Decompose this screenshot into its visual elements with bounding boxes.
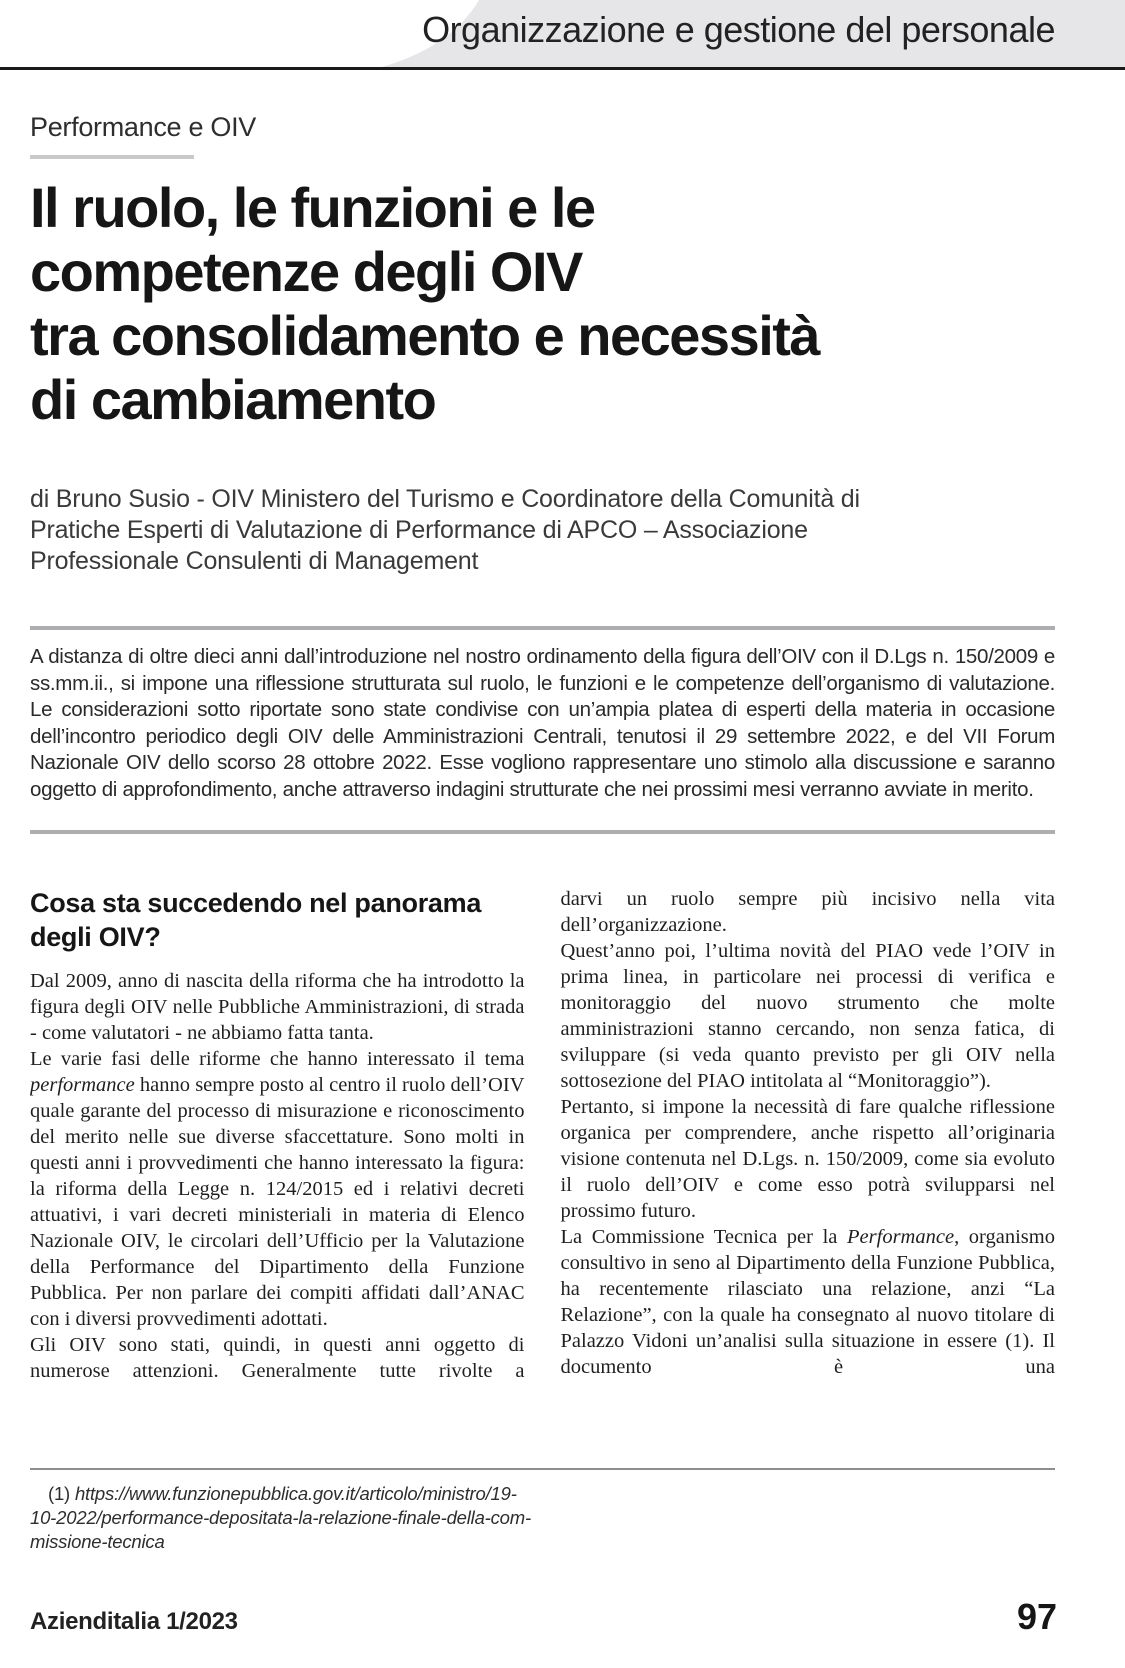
right-column <box>561 886 1056 1464</box>
header-rule <box>0 67 1125 70</box>
article-byline <box>30 484 1055 577</box>
footnote-marker: (1) <box>48 1483 75 1504</box>
footnote <box>30 1482 570 1554</box>
right-column-paragraphs <box>561 886 1056 1380</box>
left-column-paragraphs <box>30 968 525 1384</box>
article-title-line: tra consolidamento e necessità <box>30 304 820 367</box>
article-kicker: Performance e OIV <box>30 112 256 142</box>
article-title <box>30 176 1055 432</box>
article-title-line: competenze degli OIV <box>30 240 582 303</box>
body-paragraph: Pertanto, si impone la necessità di fare qualche riflessione organica per comprendere, anche rispetto all’originaria visione contenuta nel D.Lgs. n. 150/2009, come sia evoluto il ruolo dell’OIV e come esso potrà svilupparsi nel prossimo futuro. <box>560 1096 1055 1222</box>
article-title-line: di cambiamento <box>30 368 436 431</box>
body-paragraph: Dal 2009, anno di nascita della riforma che ha introdotto la figura degli OIV nelle Pubbliche Amministrazioni, di strada - come valutatori - ne abbiamo fatta tanta. <box>30 970 525 1044</box>
body-paragraph: Gli OIV sono stati, quindi, in questi anni oggetto di numerose attenzioni. Generalmente tutte rivolte a <box>30 1334 525 1382</box>
abstract-rule-bottom <box>30 830 1055 834</box>
body-paragraph: Quest’anno poi, l’ultima novità del PIAO vede l’OIV in prima linea, in particolare nei processi di verifica e monitoraggio del nuovo strumento che molte amministrazioni stanno cercando, non senza fatica, di sviluppare (si veda quanto previsto per gli OIV nella sottosezione del PIAO intitolata al “Monitoraggio”). <box>560 940 1055 1092</box>
footnote-block <box>30 1468 1055 1554</box>
footnote-url-line: missione-tecnica <box>30 1531 165 1552</box>
article-abstract: A distanza di oltre dieci anni dall’introduzione nel nostro ordinamento della figura dell’OIV con il D.Lgs n. 150/2009 e ss.mm.ii., si impone una riflessione strutturata sul ruolo, le funzioni e le competenze dell’organismo di valutazione. Le considerazioni sotto riportate sono state condivise con un’ampia platea di esperti della materia in occasione dell’incontro periodico degli OIV delle Amministrazioni Centrali, tenutosi il 29 settembre 2022, e del VII Forum Nazionale OIV dello scorso 28 ottobre 2022. Esse vogliono rappresentare uno stimolo alla discussione e saranno oggetto di approfondimento, anche attraverso indagini strutturate che nei prossimi mesi verranno avviate in merito. <box>30 645 1055 801</box>
kicker-underline <box>30 155 194 159</box>
page-number: 97 <box>1016 1596 1057 1637</box>
article-body <box>30 886 1055 1464</box>
section-category-title: Organizzazione e gestione del personale <box>422 9 1055 50</box>
footnote-url-line: https://www.funzionepubblica.gov.it/articolo/ministro/19- <box>74 1483 517 1504</box>
journal-issue: Azienditalia 1/2023 <box>30 1608 238 1635</box>
body-paragraph: Le varie fasi delle riforme che hanno interessato il tema performance hanno sempre posto al centro il ruolo dell’OIV quale garante del processo di misurazione e riconoscimento del merito nelle sue diverse sfaccettature. Sono molti in questi anni i provvedimenti che hanno interessato la figura: la riforma della Legge n. 124/2015 ed i relativi decreti attuativi, i vari decreti ministeriali in materia di Elenco Nazionale OIV, le circolari dell’Ufficio per la Valutazione della Performance del Dipartimento della Funzione Pubblica. Per non parlare dei compiti affidati dall’ANAC con i diversi provvedimenti adottati. <box>30 1048 525 1330</box>
footnote-url-line: 10-2022/performance-depositata-la-relazione-finale-della-com- <box>30 1507 531 1528</box>
body-paragraph: La Commissione Tecnica per la Performance, organismo consultivo in seno al Dipartimento della Funzione Pubblica, ha recentemente rilasciato una relazione, anzi “La Relazione”, con la quale ha consegnato al nuovo titolare di Palazzo Vidoni un’analisi sulla situazione in essere (1). Il documento è una <box>560 1226 1055 1378</box>
page-footer <box>30 1596 1057 1638</box>
page-header <box>0 0 1125 67</box>
left-column <box>30 886 525 1464</box>
article-title-line: Il ruolo, le funzioni e le <box>30 176 595 239</box>
body-paragraph: darvi un ruolo sempre più incisivo nella vita dell’organizzazione. <box>560 888 1055 936</box>
footnote-url[interactable] <box>30 1483 531 1552</box>
byline-line: di Bruno Susio - OIV Ministero del Turismo e Coordinatore della Comunità di <box>30 485 860 513</box>
byline-line: Pratiche Esperti di Valutazione di Performance di APCO – Associazione <box>30 516 808 544</box>
byline-line: Professionale Consulenti di Management <box>30 547 479 575</box>
section-heading: Cosa sta succedendo nel panorama degli OIV? <box>30 888 482 952</box>
abstract-rule-top <box>30 626 1055 630</box>
